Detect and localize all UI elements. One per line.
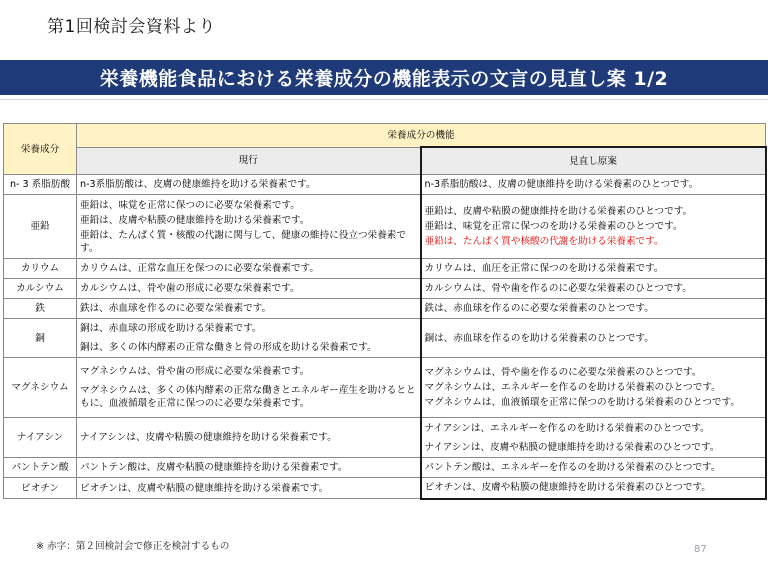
table-row	[4, 195, 766, 259]
current-text: ナイアシンは、皮膚や粘膜の健康維持を助ける栄養素です。	[80, 432, 337, 443]
proposal-text-cell	[421, 478, 766, 499]
proposal-text: カリウムは、血圧を正常に保つのを助ける栄養素です。	[424, 263, 664, 274]
current-text: n-3系脂肪酸は、皮膚の健康維持を助ける栄養素です。	[80, 179, 316, 190]
proposal-text: ナイアシンは、エネルギーを作るのを助ける栄養素のひとつです。	[424, 422, 710, 434]
proposal-text: パントテン酸は、エネルギーを作るのを助ける栄養素のひとつです。	[424, 462, 721, 473]
table-row	[4, 418, 766, 458]
proposal-text: n-3系脂肪酸は、皮膚の健康維持を助ける栄養素のひとつです。	[424, 179, 699, 190]
current-text-cell	[77, 195, 421, 259]
nutrient-function-table	[3, 123, 767, 500]
current-text-cell	[77, 319, 421, 358]
current-text-cell	[77, 458, 421, 478]
header-nutrient: 栄養成分	[4, 124, 77, 175]
nutrient-name: カルシウム	[4, 279, 77, 299]
proposal-text-cell	[421, 418, 766, 458]
slide-title-bar	[0, 60, 768, 95]
nutrient-name: マグネシウム	[4, 358, 77, 418]
current-text: カリウムは、正常な血圧を保つのに必要な栄養素です。	[80, 263, 319, 274]
table-row	[4, 478, 766, 499]
table-row	[4, 319, 766, 358]
current-text: マグネシウムは、骨や歯の形成に必要な栄養素です。	[80, 366, 310, 377]
proposal-text: マグネシウムは、エネルギーを作るのを助ける栄養素のひとつです。	[424, 382, 721, 393]
current-text: マグネシウムは、多くの体内酵素の正常な働きとエネルギー産生を助けるとともに、血液循環を正常に保つのに必要な栄養素です。	[80, 385, 416, 409]
proposal-text: カルシウムは、骨や歯を作るのに必要な栄養素のひとつです。	[424, 283, 692, 294]
slide-title: 栄養機能食品における栄養成分の機能表示の文言の見直し案 1/2	[99, 68, 669, 90]
nutrient-name: n- 3 系脂肪酸	[4, 175, 77, 195]
proposal-text: 亜鉛は、たんぱく質や核酸の代謝を助ける栄養素です。	[424, 236, 664, 247]
footnote: ※ 赤字：第２回検討会で修正を検討するもの	[36, 541, 230, 552]
current-text-cell	[77, 478, 421, 499]
header-proposal: 見直し原案	[421, 147, 766, 175]
table-row	[4, 458, 766, 478]
page-number: 87	[694, 544, 707, 555]
current-text: 亜鉛は、皮膚や粘膜の健康維持を助ける栄養素です。	[80, 214, 310, 226]
proposal-text: 銅は、赤血球を作るのを助ける栄養素のひとつです。	[424, 332, 654, 344]
proposal-text: ナイアシンは、皮膚や粘膜の健康維持を助ける栄養素のひとつです。	[424, 441, 720, 453]
current-text-cell	[77, 279, 421, 299]
proposal-text-cell	[421, 358, 766, 418]
table-body	[4, 175, 766, 499]
current-text: カルシウムは、骨や歯の形成に必要な栄養素です。	[80, 283, 300, 294]
current-text: ビオチンは、皮膚や粘膜の健康維持を助ける栄養素です。	[80, 482, 329, 494]
nutrient-name: ビオチン	[4, 478, 77, 499]
header-current: 現行	[77, 147, 421, 175]
current-text: 亜鉛は、たんぱく質・核酸の代謝に関与して、健康の維持に役立つ栄養素です。	[80, 229, 406, 254]
current-text-cell	[77, 259, 421, 279]
proposal-text-cell	[421, 299, 766, 319]
table-row	[4, 358, 766, 418]
proposal-text-cell	[421, 259, 766, 279]
current-text: 銅は、赤血球の形成を助ける栄養素です。	[80, 323, 262, 334]
proposal-text: ビオチンは、皮膚や粘膜の健康維持を助ける栄養素のひとつです。	[424, 482, 711, 494]
current-text: 鉄は、赤血球を作るのに必要な栄養素です。	[80, 303, 272, 314]
table-row	[4, 175, 766, 195]
proposal-text-cell	[421, 175, 766, 195]
nutrient-name: ナイアシン	[4, 418, 77, 458]
proposal-text: 亜鉛は、味覚を正常に保つのを助ける栄養素のひとつです。	[424, 221, 683, 232]
current-text-cell	[77, 299, 421, 319]
proposal-text-cell	[421, 195, 766, 259]
nutrient-name: パントテン酸	[4, 458, 77, 478]
proposal-text-cell	[421, 319, 766, 358]
nutrient-name: カリウム	[4, 259, 77, 279]
proposal-text-cell	[421, 458, 766, 478]
proposal-text: マグネシウムは、血液循環を正常に保つのを助ける栄養素のひとつです。	[424, 397, 740, 408]
table-row	[4, 299, 766, 319]
title-divider	[0, 99, 768, 100]
proposal-text: マグネシウムは、骨や歯を作るのに必要な栄養素のひとつです。	[424, 367, 702, 378]
current-text-cell	[77, 358, 421, 418]
nutrient-name: 銅	[4, 319, 77, 358]
table-row	[4, 279, 766, 299]
nutrient-name: 亜鉛	[4, 195, 77, 259]
proposal-text: 鉄は、赤血球を作るのに必要な栄養素のひとつです。	[424, 303, 654, 314]
slide-subtitle: 第1回検討会資料より	[47, 17, 216, 37]
current-text: パントテン酸は、皮膚や粘膜の健康維持を助ける栄養素です。	[80, 462, 348, 473]
current-text: 銅は、多くの体内酵素の正常な働きと骨の形成を助ける栄養素です。	[80, 342, 377, 353]
current-text-cell	[77, 418, 421, 458]
proposal-text: 亜鉛は、皮膚や粘膜の健康維持を助ける栄養素のひとつです。	[424, 206, 693, 217]
nutrient-name: 鉄	[4, 299, 77, 319]
current-text-cell	[77, 175, 421, 195]
current-text: 亜鉛は、味覚を正常に保つのに必要な栄養素です。	[80, 199, 300, 211]
proposal-text-cell	[421, 279, 766, 299]
table-row	[4, 259, 766, 279]
header-function: 栄養成分の機能	[77, 124, 766, 148]
